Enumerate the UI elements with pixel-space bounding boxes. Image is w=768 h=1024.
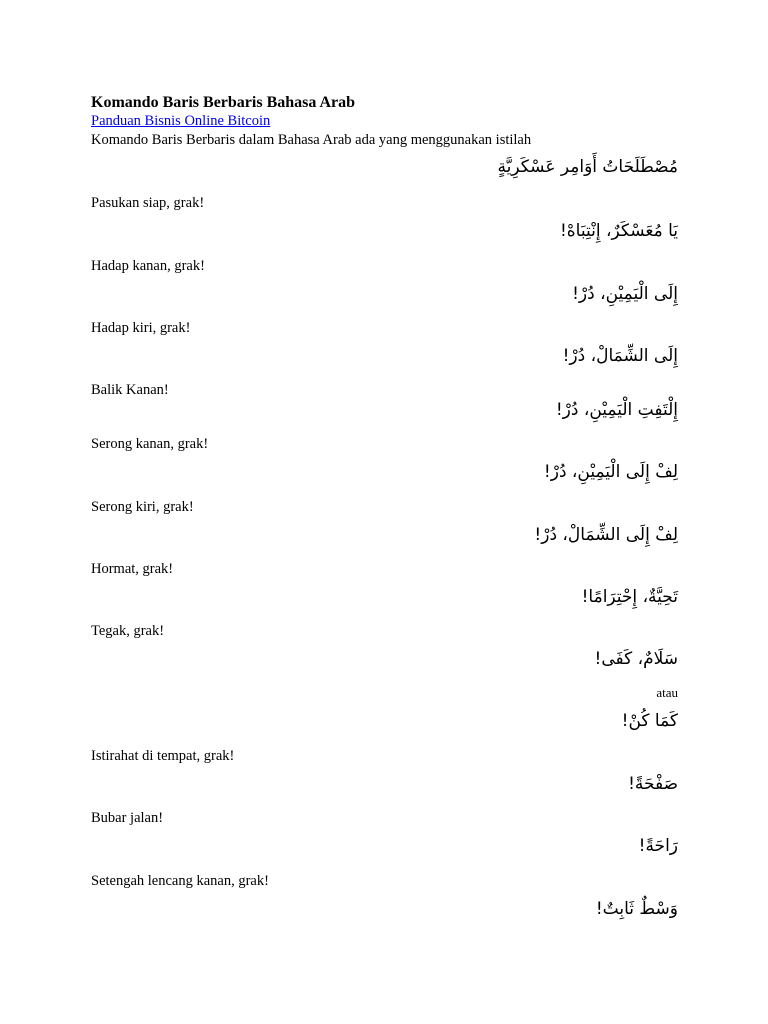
command-arabic-hadap-kiri: إِلَى الشِّمَالْ، دُرْ!: [562, 346, 678, 366]
command-label-hadap-kanan: Hadap kanan, grak!: [91, 258, 205, 274]
command-arabic-hadap-kanan: إِلَى الْيَمِيْنِ، دُرْ!: [572, 284, 678, 304]
command-label-serong-kiri: Serong kiri, grak!: [91, 499, 194, 515]
or-word: atau: [656, 685, 678, 700]
command-label-tegak: Tegak, grak!: [91, 623, 165, 639]
intro-text: Komando Baris Berbaris dalam Bahasa Arab ada yang menggunakan istilah: [91, 132, 532, 148]
command-label-pasukan-siap: Pasukan siap, grak!: [91, 195, 205, 211]
command-arabic-pasukan-siap: يَا مُعَسْكَرٌ، إِنْتِبَاهْ!: [559, 221, 678, 241]
command-label-setengah-lencang: Setengah lencang kanan, grak!: [91, 873, 269, 889]
document-title: Komando Baris Berbaris Bahasa Arab: [91, 94, 356, 111]
command-arabic-setengah-lencang: وَسْطٌ ثَابِتٌ!: [595, 899, 678, 919]
command-label-balik-kanan: Balik Kanan!: [91, 382, 169, 398]
command-arabic-balik-kanan: إِلْتَفِتِ الْيَمِيْنِ، دُرْ!: [555, 400, 678, 420]
bitcoin-guide-link[interactable]: Panduan Bisnis Online Bitcoin: [91, 113, 271, 129]
command-arabic-hormat: تَحِيَّةٌ، إِحْتِرَامًا!: [581, 587, 678, 607]
command-arabic-serong-kiri: لِفْ إِلَى الشِّمَالْ، دُرْ!: [534, 525, 678, 545]
command-arabic-istirahat: صَفْحَةً!: [628, 774, 678, 794]
command-label-hormat: Hormat, grak!: [91, 561, 174, 577]
command-label-bubar-jalan: Bubar jalan!: [91, 810, 164, 826]
command-label-hadap-kiri: Hadap kiri, grak!: [91, 320, 191, 336]
command-arabic-serong-kanan: لِفْ إِلَى الْيَمِيْنِ، دُرْ!: [543, 462, 678, 482]
command-arabic-tegak: سَلَامٌ، كَفَى!: [594, 649, 678, 669]
intro-arabic-term: مُصْطَلَحَاتُ أَوَامِر عَسْكَرِيَّةٍ: [497, 157, 678, 177]
command-label-serong-kanan: Serong kanan, grak!: [91, 436, 209, 452]
command-arabic-bubar-jalan: رَاحَةً!: [638, 836, 678, 856]
command-label-istirahat: Istirahat di tempat, grak!: [91, 748, 235, 764]
command-arabic-tegak-alt: كَمَا كُنْ!: [621, 711, 678, 731]
